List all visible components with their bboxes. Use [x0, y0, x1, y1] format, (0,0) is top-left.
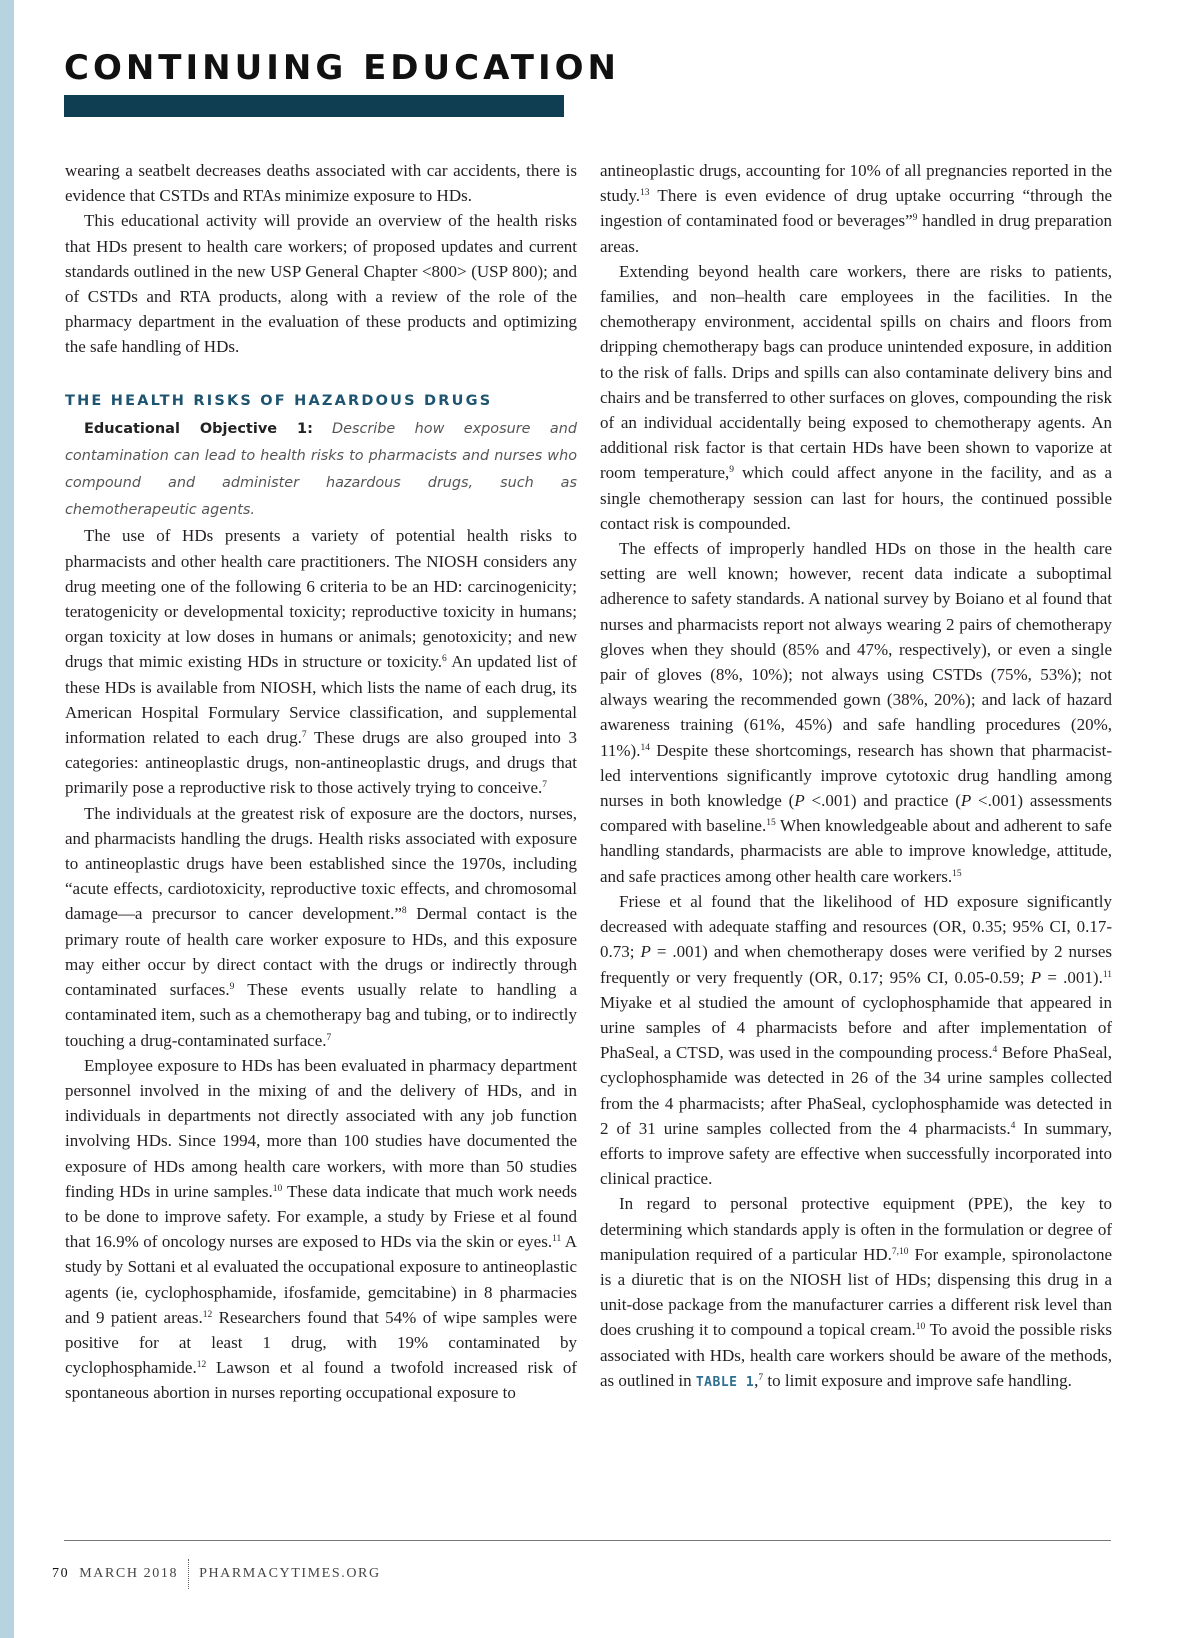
citation: 4	[992, 1045, 998, 1056]
paragraph: antineoplastic drugs, accounting for 10% of all pregnancies reported in the study.$^{13}$ There is even evidence of drug uptake occurring “through the ingestion of contaminated food or beverages”$^9$ handled in drug preparation areas.	[600, 161, 1112, 256]
citation: 9	[729, 465, 735, 476]
citation: 7	[542, 780, 548, 791]
right-column	[600, 158, 1112, 1395]
paragraph: Extending beyond health care workers, there are risks to patients, families, and non–health care employees in the facilities. In the chemotherapy environment, accidental spills on chairs and floors from dripping chemotherapy bags can produce unintended exposure, in addition to the risk of falls. Drips and spills can also contaminate delivery bins and chairs and be transferred to other surfaces on gloves, compounding the risk of an individual accidentally being exposed to chemotherapy agents. An additional risk factor is that certain HDs have been shown to vaporize at room temperature,$^9$ which could affect anyone in the facility, and as a single chemotherapy session can last for hours, the continued possible contact risk is compounded.	[600, 261, 1112, 533]
section-header-title: CONTINUING EDUCATION	[64, 48, 620, 88]
citation: 13	[640, 188, 650, 199]
left-column	[65, 158, 577, 1406]
objective-label: Educational Objective 1:	[84, 420, 313, 437]
site-name: PHARMACYTIMES.ORG	[199, 1566, 381, 1582]
citation: 9	[912, 213, 918, 224]
citation: 6	[441, 654, 447, 665]
paragraph: This educational activity will provide an overview of the health risks that HDs present to health care workers; of proposed updates and current standards outlined in the new USP General Chapter <800> (USP 800); and of CSTDs and RTA products, along with a review of the role of the pharmacy department in the evaluation of these products and optimizing the safe handling of HDs.	[65, 211, 577, 357]
table-reference-link[interactable]: TABLE 1	[695, 1374, 755, 1390]
paragraph: Employee exposure to HDs has been evaluated in pharmacy department personnel involved in the mixing of and the delivery of HDs, and in individuals in departments not directly associated with any job function involving HDs. Since 1994, more than 100 studies have documented the exposure of HDs among health care workers, with more than 50 studies finding HDs in urine samples.$^{10}$ These data indicate that much work needs to be done to improve safety. For example, a study by Friese et al found that 16.9% of oncology nurses are exposed to HDs via the skin or eyes.$^{11}$ A study by Sottani et al evaluated the occupational exposure to antineoplastic agents (ie, cyclophosphamide, ifosfamide, gemcitabine) in 8 pharmacies and 9 patient areas.$^{12}$ Researchers found that 54% of wipe samples were positive for at least 1 drug, with 19% contaminated by cyclophosphamide.$^{12}$ Lawson et al found a twofold increased risk of spontaneous abortion in nurses reporting occupational exposure to	[65, 1055, 578, 1403]
citation: 7	[326, 1032, 332, 1043]
citation: 4	[1010, 1120, 1016, 1131]
citation: 7	[758, 1372, 764, 1383]
header-accent-bar	[64, 95, 564, 117]
citation: 7	[301, 730, 307, 741]
citation: 15	[952, 868, 962, 879]
paragraph: wearing a seatbelt decreases deaths associated with car accidents, there is evidence that CSTDs and RTAs minimize exposure to HDs.	[65, 161, 577, 206]
citation: 8	[401, 906, 407, 917]
citation: 11	[1102, 969, 1112, 980]
citation: 10	[915, 1322, 926, 1333]
issue-date: MARCH 2018	[79, 1566, 179, 1582]
citation: 12	[196, 1360, 207, 1371]
citation: 14	[640, 742, 650, 753]
citation: 9	[229, 982, 235, 993]
educational-objective	[65, 415, 577, 524]
citation: 15	[766, 818, 776, 829]
objective-text: Describe how exposure and contamination can lead to health risks to pharmacists and nurses who compound and administer hazardous drugs, such as chemotherapeutic agents.	[65, 420, 577, 519]
footer-divider	[188, 1559, 189, 1589]
paragraph: The use of HDs presents a variety of potential health risks to pharmacists and other health care practitioners. The NIOSH considers any drug meeting one of the following 6 criteria to be an HD: carcinogenicity; teratogenicity or developmental toxicity; reproductive toxicity in humans; organ toxicity at low doses in humans or animals; genotoxicity; and new drugs that mimic existing HDs in structure or toxicity.$^6$ An updated list of these HDs is available from NIOSH, which lists the name of each drug, its American Hospital Formulary Service classification, and supplemental information related to each drug.$^7$ These drugs are also grouped into 3 categories: antineoplastic drugs, non-antineoplastic drugs, and drugs that primarily pose a reproductive risk to those actively trying to conceive.$^7$	[65, 526, 577, 798]
paragraph: Friese et al found that the likelihood of HD exposure significantly decreased with adequate staffing and resources (OR, 0.35; 95% CI, 0.17-0.73; P = .001) and when chemotherapy doses were verified by 2 nurses frequently or very frequently (OR, 0.17; 95% CI, 0.05-0.59; P = .001).$^{11}$ Miyake et al studied the amount of cyclophosphamide that appeared in urine samples of 4 pharmacists before and after implementation of PhaSeal, a CTSD, was used in the compounding process.$^4$ Before PhaSeal, cyclophosphamide was detected in 26 of the 34 urine samples collected from the 4 pharmacists; after PhaSeal, cyclophosphamide was detected in 2 of 31 urine samples collected from the 4 pharmacists.$^4$ In summary, efforts to improve safety are effective when successfully incorporated into clinical practice.	[600, 891, 1113, 1189]
citation: 10	[272, 1183, 283, 1194]
side-color-strip	[0, 0, 14, 1638]
page-footer	[52, 1559, 381, 1589]
paragraph: In regard to personal protective equipment (PPE), the key to determining which standards apply is often in the formulation or degree of manipulation required of a particular HD.$^{7,10}$ For example, spironolactone is a diuretic that is on the NIOSH list of HDs; dispensing this drug in a unit-dose package from the manufacturer carries a different risk level than does crushing it to compound a topical cream.$^{10}$ To avoid the possible risks associated with HDs, health care workers should be aware of the methods, as outlined in TABLE 1,$^7$ to limit exposure and improve safe handling.	[600, 1194, 1113, 1390]
paragraph: The individuals at the greatest risk of exposure are the doctors, nurses, and pharmacists handling the drugs. Health risks associated with exposure to antineoplastic drugs have been established since the 1970s, including “acute effects, cardiotoxicity, reproductive toxic effects, and chromosomal damage—a precursor to cancer development.”$^8$ Dermal contact is the primary route of health care worker exposure to HDs, and this exposure may either occur by direct contact with the drugs or indirectly through contaminated surfaces.$^9$ These events usually relate to handling a contaminated item, such as a chemotherapy bag and tubing, or to indirectly touching a drug-contaminated surface.$^7$	[65, 803, 578, 1050]
section-heading: THE HEALTH RISKS OF HAZARDOUS DRUGS	[65, 392, 493, 409]
citation: 12	[202, 1309, 213, 1320]
paragraph: The effects of improperly handled HDs on those in the health care setting are well known; however, recent data indicate a suboptimal adherence to safety standards. A national survey by Boiano et al found that nurses and pharmacists report not always wearing 2 pairs of chemotherapy gloves when they should (85% and 47%, respectively), or even a single pair of gloves (8%, 10%); not always using CSTDs (75%, 53%); not always wearing the recommended gown (38%, 20%); and lack of hazard awareness training (61%, 45%) and safe handling procedures (20%, 11%).$^{14}$ Despite these shortcomings, research has shown that pharmacist-led interventions significantly improve cytotoxic drug handling among nurses in both knowledge (P <.001) and practice (P <.001) assessments compared with baseline.$^{15}$ When knowledgeable about and adherent to safe handling standards, pharmacists are able to improve knowledge, attitude, and safe practices among other health care workers.$^{15}$	[600, 539, 1113, 886]
citation: 7,10	[891, 1246, 909, 1257]
footer-rule	[64, 1540, 1111, 1541]
citation: 11	[552, 1234, 562, 1245]
page-number: 70	[52, 1566, 70, 1582]
